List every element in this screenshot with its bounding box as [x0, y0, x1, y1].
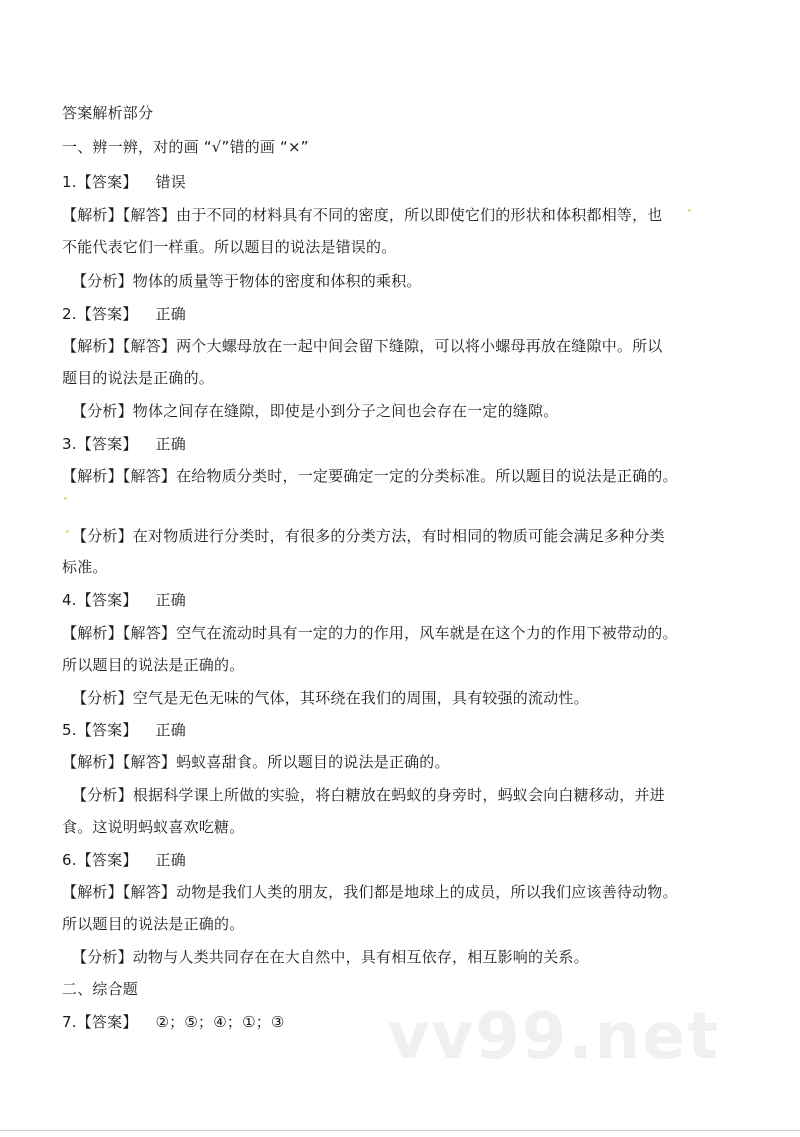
- item-6-answer: 正确: [155, 851, 186, 869]
- scan-speck: [688, 209, 691, 212]
- item-4-answer-tag: 【答案】: [76, 591, 138, 609]
- item-4-note: 【分析】空气是无色无味的气体，其环绕在我们的周围，具有较强的流动性。: [72, 689, 589, 707]
- item-7-number: 7.: [62, 1013, 77, 1031]
- item-6-number: 6.: [62, 851, 77, 869]
- item-4-analysis-line-2: 所以题目的说法是正确的。: [62, 656, 245, 674]
- item-7-answer-row: [62, 1012, 285, 1032]
- item-3-note-line-1: 【分析】在对物质进行分类时，有很多的分类方法，有时相同的物质可能会满足多种分类: [72, 527, 665, 545]
- item-1-number: 1.: [62, 173, 77, 191]
- item-1-answer-row: [62, 172, 186, 192]
- item-5-answer-row: [62, 720, 186, 740]
- part1-heading: 一、辨一辨，对的画 “√”错的画 “×”: [62, 138, 309, 156]
- item-2-answer: 正确: [155, 305, 186, 323]
- item-2-analysis-line-1: 【解析】【解答】两个大螺母放在一起中间会留下缝隙，可以将小螺母再放在缝隙中。所以: [62, 337, 663, 355]
- item-4-analysis-line-1: 【解析】【解答】空气在流动时具有一定的力的作用，风车就是在这个力的作用下被带动的。: [62, 624, 678, 642]
- item-5-answer-tag: 【答案】: [76, 721, 138, 739]
- item-2-note: 【分析】物体之间存在缝隙，即使是小到分子之间也会存在一定的缝隙。: [72, 402, 559, 420]
- item-1-answer-tag: 【答案】: [76, 173, 138, 191]
- item-2-analysis-line-2: 题目的说法是正确的。: [62, 369, 215, 387]
- item-6-answer-row: [62, 850, 186, 870]
- item-5-note-line-1: 【分析】根据科学课上所做的实验，将白糖放在蚂蚁的身旁时，蚂蚁会向白糖移动，并进: [72, 786, 665, 804]
- item-6-analysis-line-1: 【解析】【解答】动物是我们人类的朋友，我们都是地球上的成员，所以我们应该善待动物。: [62, 883, 678, 901]
- item-6-analysis-line-2: 所以题目的说法是正确的。: [62, 915, 245, 933]
- item-3-answer: 正确: [155, 435, 186, 453]
- item-5-analysis-line-1: 【解析】【解答】蚂蚁喜甜食。所以题目的说法是正确的。: [62, 753, 450, 771]
- item-5-note-line-2: 食。这说明蚂蚁喜欢吃糖。: [62, 818, 245, 836]
- item-2-answer-tag: 【答案】: [76, 305, 138, 323]
- item-4-answer-row: [62, 590, 186, 610]
- item-7-answer-tag: 【答案】: [76, 1013, 138, 1031]
- part2-heading: 二、综合题: [62, 980, 139, 998]
- page-bottom-divider: [0, 1130, 800, 1131]
- item-5-number: 5.: [62, 721, 77, 739]
- item-5-answer: 正确: [155, 721, 186, 739]
- item-4-number: 4.: [62, 591, 77, 609]
- item-1-analysis-line-1: 【解析】【解答】由于不同的材料具有不同的密度，所以即使它们的形状和体积都相等，也: [62, 206, 663, 224]
- item-1-note: 【分析】物体的质量等于物体的密度和体积的乘积。: [72, 272, 422, 290]
- scan-speck: [66, 530, 69, 533]
- item-4-answer: 正确: [155, 591, 186, 609]
- item-7-answer: ②；⑤；④；①；③: [155, 1013, 285, 1031]
- item-1-analysis-line-2: 不能代表它们一样重。所以题目的说法是错误的。: [62, 238, 397, 256]
- item-1-answer: 错误: [155, 173, 186, 191]
- item-3-answer-row: [62, 434, 186, 454]
- item-2-answer-row: [62, 304, 186, 324]
- item-3-number: 3.: [62, 435, 77, 453]
- item-3-note-line-2: 标准。: [62, 558, 108, 576]
- item-6-answer-tag: 【答案】: [76, 851, 138, 869]
- item-3-analysis-line-1: 【解析】【解答】在给物质分类时，一定要确定一定的分类标准。所以题目的说法是正确的。: [62, 467, 678, 485]
- item-3-answer-tag: 【答案】: [76, 435, 138, 453]
- item-2-number: 2.: [62, 305, 77, 323]
- scan-speck: [64, 497, 67, 500]
- section-title: 答案解析部分: [62, 104, 154, 122]
- item-6-note: 【分析】动物与人类共同存在在大自然中，具有相互依存，相互影响的关系。: [72, 948, 589, 966]
- watermark: vv99.net: [387, 1000, 720, 1074]
